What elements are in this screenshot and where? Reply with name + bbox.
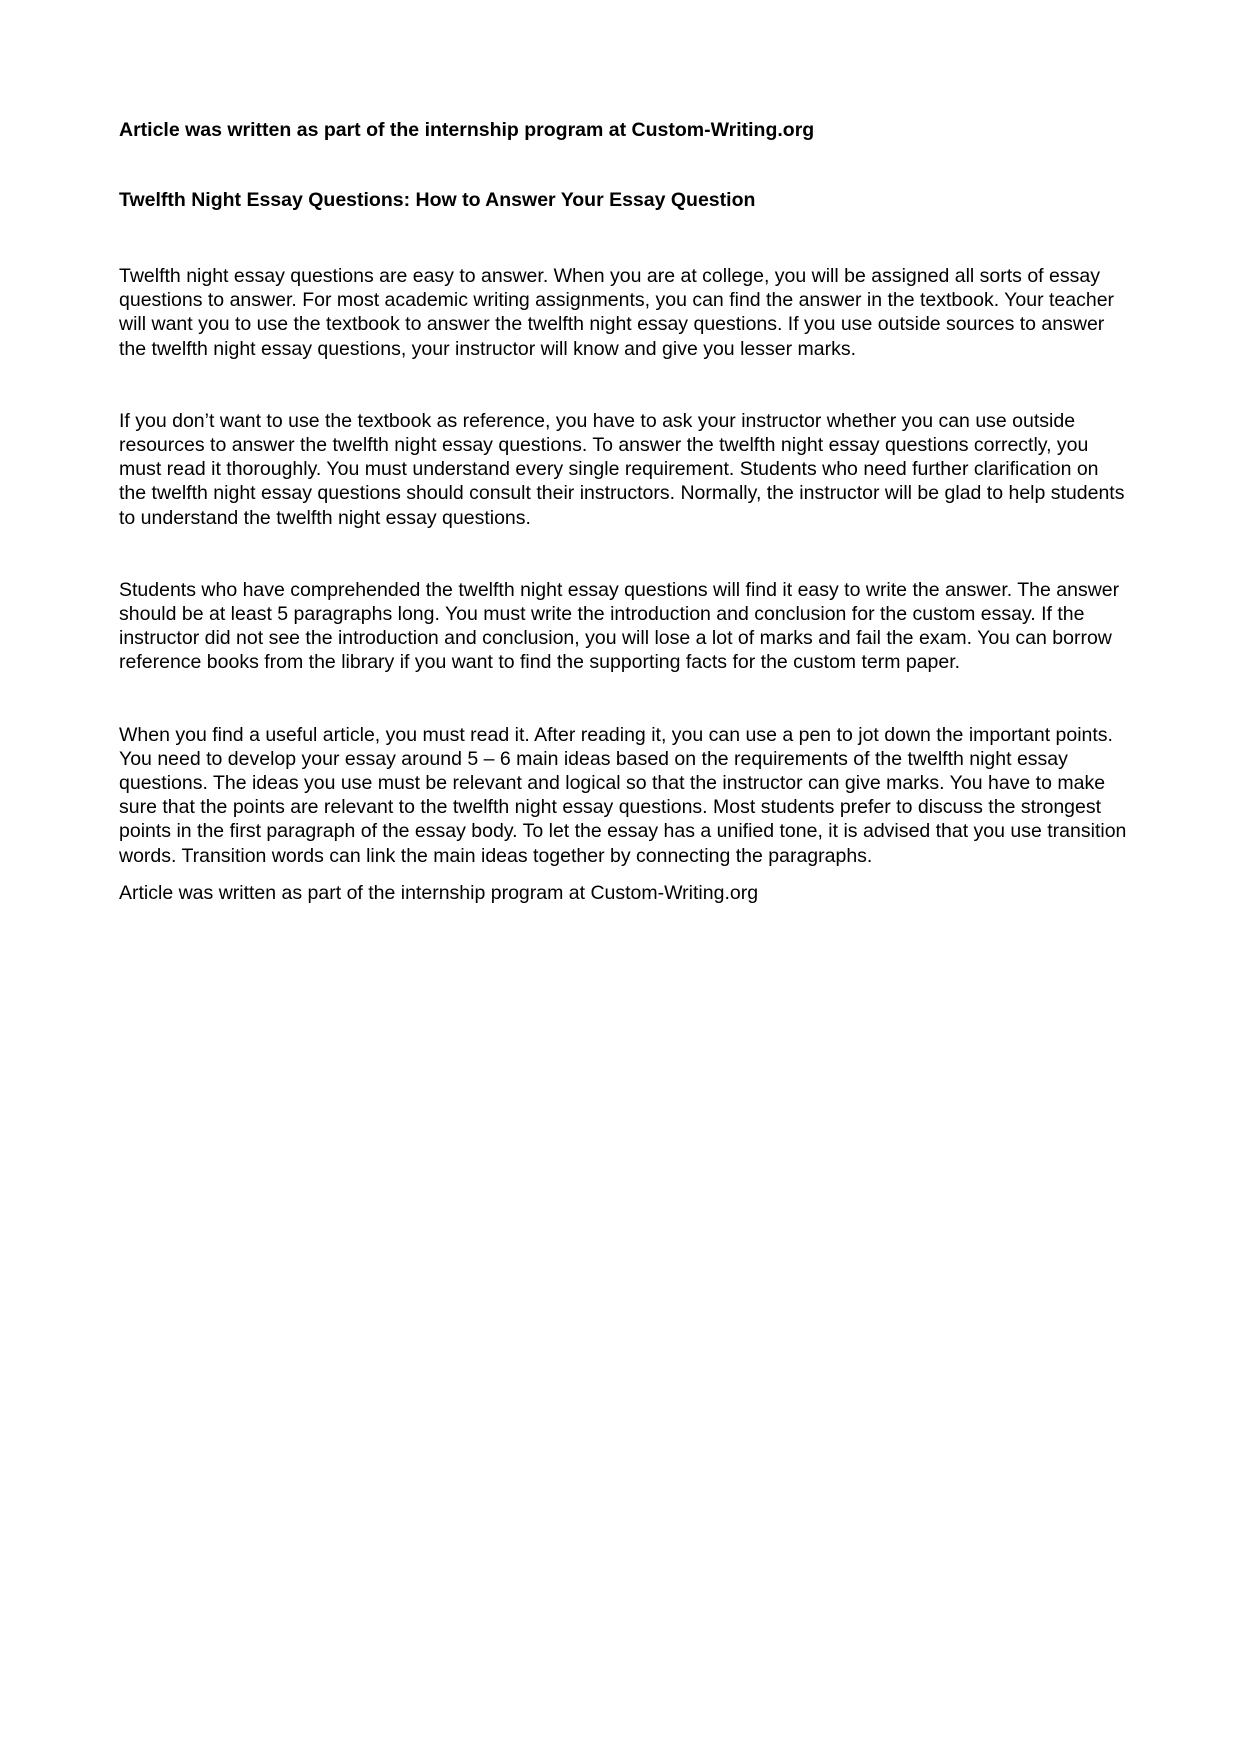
document-body: [119, 118, 1129, 905]
paragraph-4: When you find a useful article, you must read it. After reading it, you can use a pen to jot down the important points. You need to develop your essay around 5 – 6 main ideas based on the requirements of the twelfth night essay questions. The ideas you use must be relevant and logical so that the instructor can give marks. You have to make sure that the points are relevant to the twelfth night essay questions. Most students prefer to discuss the strongest points in the first paragraph of the essay body. To let the essay has a unified tone, it is advised that you use transition words. Transition words can link the main ideas together by connecting the paragraphs.: [119, 723, 1127, 867]
paragraph-3: Students who have comprehended the twelfth night essay questions will find it easy to write the answer. The answer should be at least 5 paragraphs long. You must write the introduction and conclusion for the custom essay. If the instructor did not see the introduction and conclusion, you will lose a lot of marks and fail the exam. You can borrow reference books from the library if you want to find the supporting facts for the custom term paper.: [119, 578, 1120, 674]
paragraph-2: If you don’t want to use the textbook as reference, you have to ask your instructor whether you can use outside resources to answer the twelfth night essay questions. To answer the twelfth night essay questions correctly, you must read it thoroughly. You must understand every single requirement. Students who need further clarification on the twelfth night essay questions should consult their instructors. Normally, the instructor will be glad to help students to understand the twelfth night essay questions.: [119, 409, 1125, 529]
internship-note-footer: Article was written as part of the internship program at Custom-Writing.org: [119, 881, 759, 904]
internship-note-heading: Article was written as part of the internship program at Custom-Writing.org: [119, 119, 815, 141]
paragraph-1: Twelfth night essay questions are easy to answer. When you are at college, you will be assigned all sorts of essay questions to answer. For most academic writing assignments, you can find the answer in the textbook. Your teacher will want you to use the textbook to answer the twelfth night essay questions. If you use outside sources to answer the twelfth night essay questions, your instructor will know and give you lesser marks.: [119, 265, 1115, 360]
article-title: Twelfth Night Essay Questions: How to Answer Your Essay Question: [119, 189, 756, 211]
